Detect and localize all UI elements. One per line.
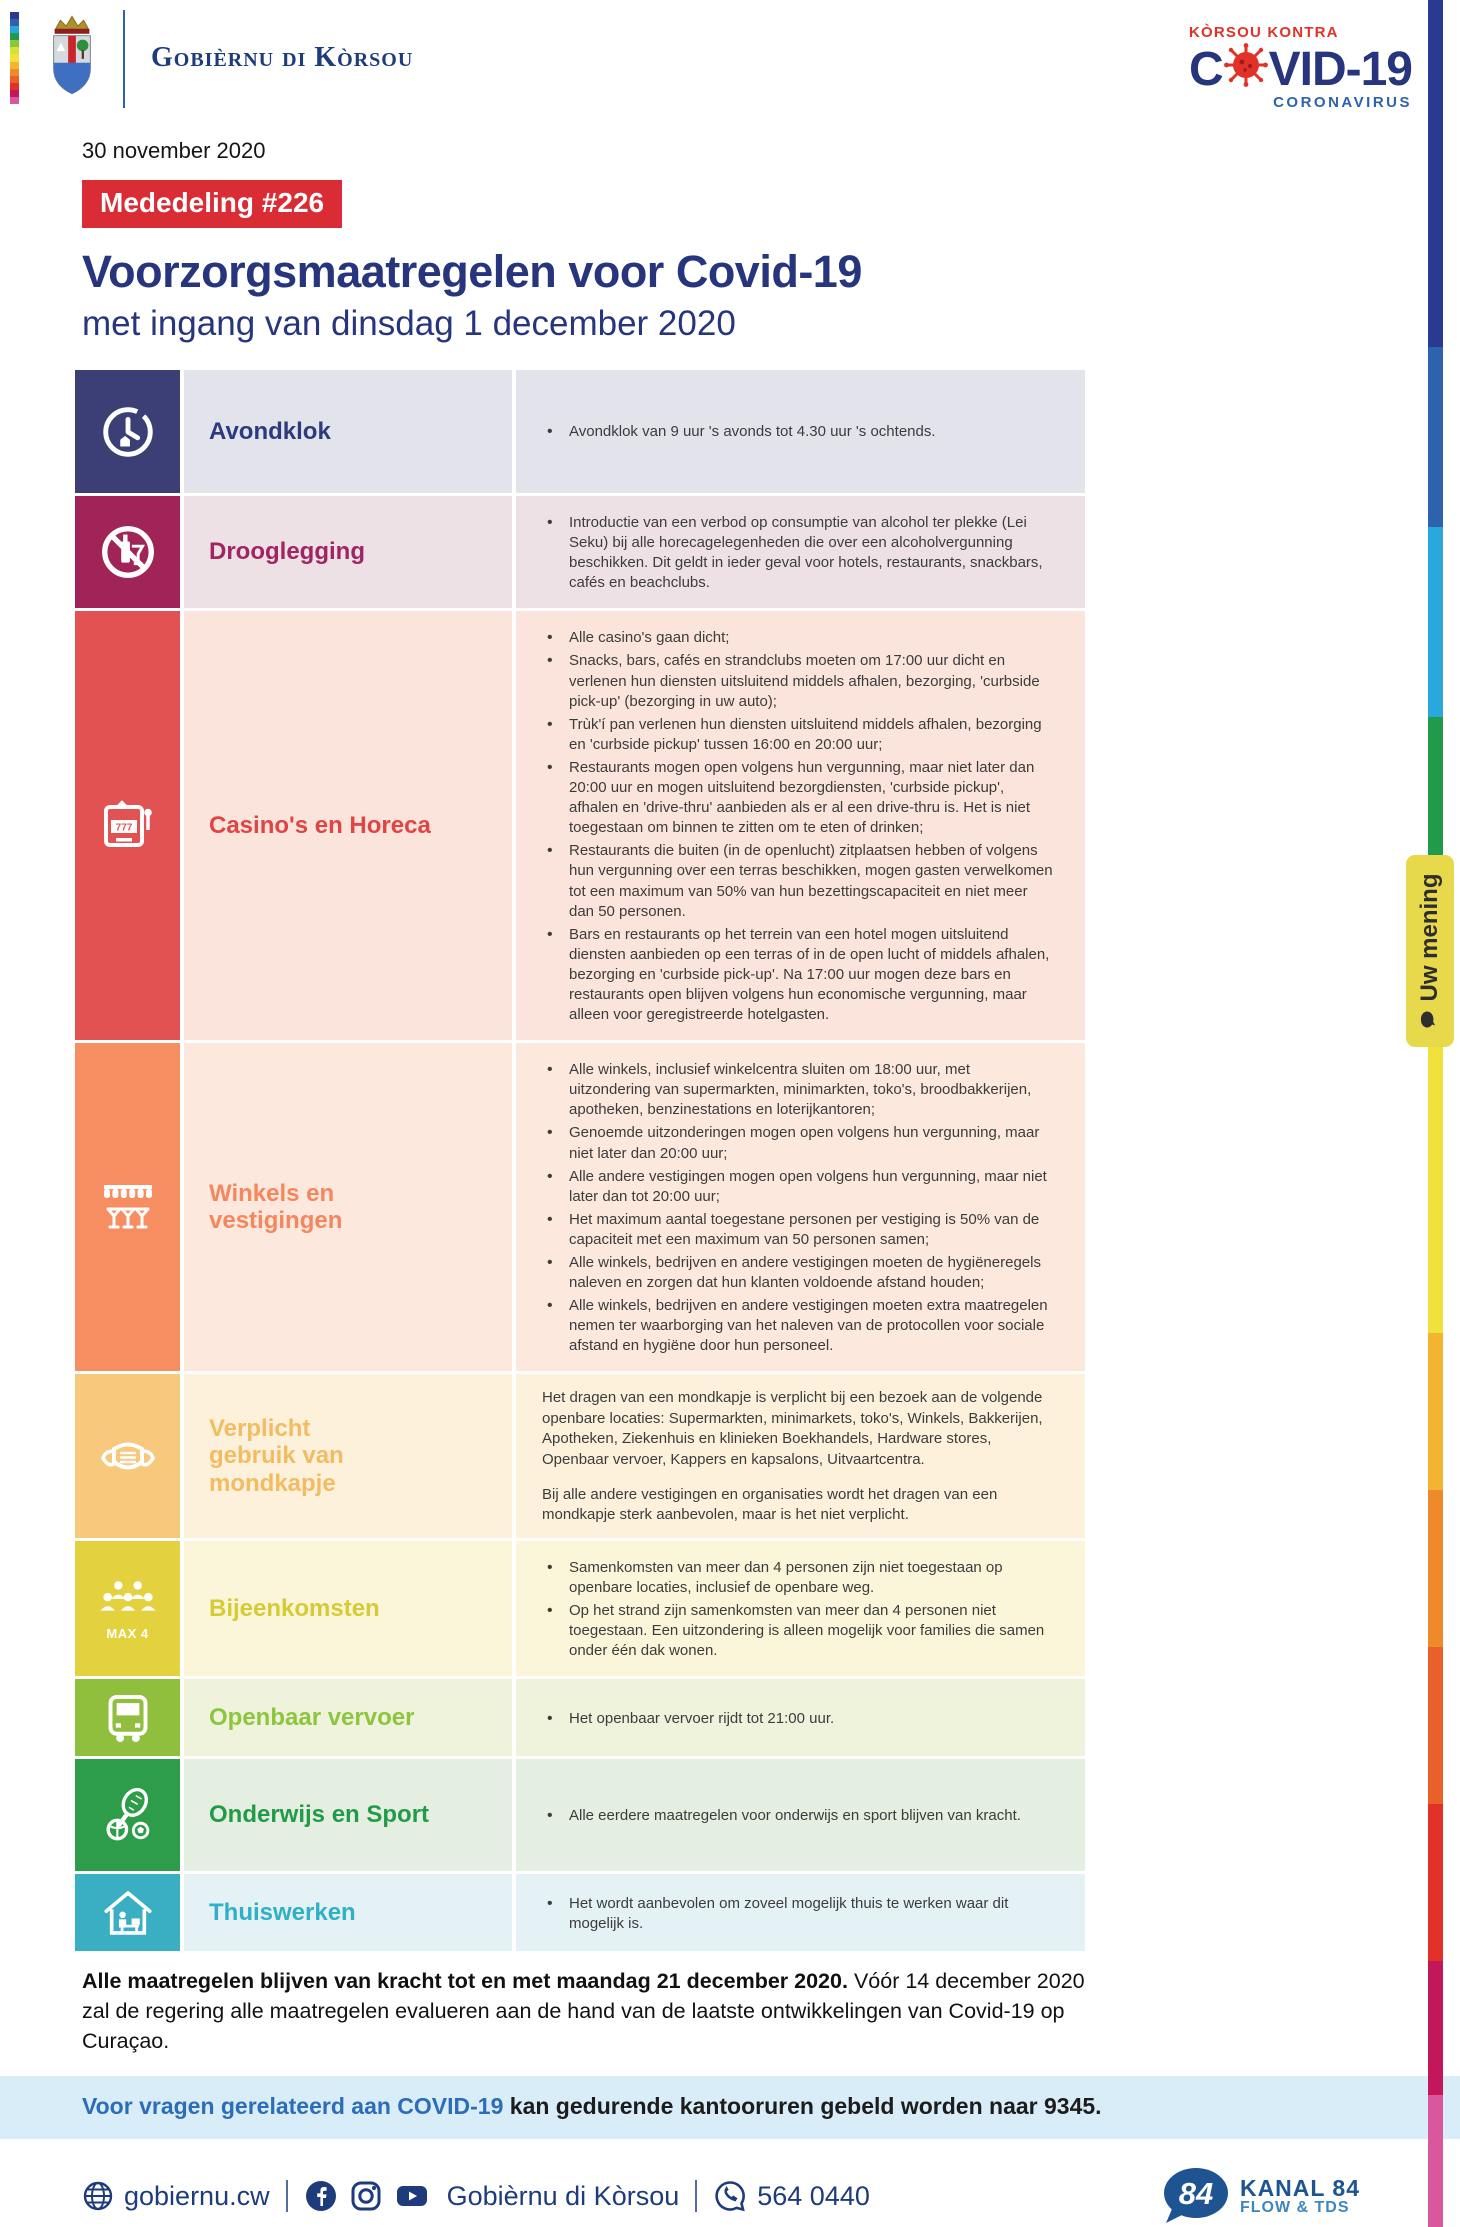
- max4-caption: MAX 4: [106, 1625, 149, 1641]
- whatsapp-icon: [713, 2179, 747, 2213]
- announcement-date: 30 november 2020: [82, 138, 266, 163]
- facebook-icon[interactable]: [304, 2179, 338, 2213]
- measure-text-item: Bij alle andere vestigingen en organisaties wordt het dragen van een mondkapje sterk aanbevolen, maar is het niet verplicht.: [542, 1486, 998, 1524]
- rainbow-segment: [1428, 1490, 1443, 1647]
- rainbow-segment: [10, 33, 19, 40]
- rainbow-segment: [10, 90, 19, 97]
- rainbow-segment: [10, 83, 19, 90]
- measure-label: Bijeenkomsten: [209, 1594, 380, 1622]
- measure-text-item: • Alle eerdere maatregelen voor onderwijs en sport blijven van kracht.: [542, 1806, 1055, 1826]
- rainbow-strip-right: [1428, 0, 1443, 2227]
- page-subtitle: met ingang van dinsdag 1 december 2020: [82, 304, 736, 343]
- measure-bullets: [542, 1057, 1055, 1359]
- measure-label: Thuiswerken: [209, 1898, 356, 1926]
- info-bar-text: kan gedurende kantooruren gebeld worden naar 9345.: [509, 2093, 1102, 2120]
- storefront-icon: [75, 1043, 180, 1371]
- footer-divider: [286, 2180, 288, 2212]
- page-header: [0, 0, 1460, 118]
- measure-row-winkels-en-vestigingen: [75, 1043, 1085, 1371]
- instagram-icon[interactable]: [349, 2179, 383, 2213]
- work-from-home-icon: [75, 1874, 180, 1951]
- feedback-tab[interactable]: [1406, 855, 1454, 1047]
- measure-row-thuiswerken: [75, 1874, 1085, 1951]
- measure-text-item: • Het openbaar vervoer rijdt tot 21:00 uur.: [542, 1709, 1055, 1729]
- rainbow-segment: [1428, 2095, 1443, 2227]
- measure-text-item: • Genoemde uitzonderingen mogen open volgens hun vergunning, maar niet later dan 20:00 uur;: [542, 1123, 1055, 1163]
- closing-paragraph: [82, 1967, 1085, 2056]
- closing-regular: Vóór 14 december 2020 zal de regering alle maatregelen evalueren aan de hand van de laatste ontwikkelingen van Covid-19 op Curaçao.: [82, 1969, 1085, 2053]
- virus-icon: [1224, 43, 1268, 96]
- measure-text-item: • Introductie van een verbod op consumptie van alcohol ter plekke (Lei Seku) bij alle horecagelegenheden die over een alcoholvergunning beschikken. Dit geldt in ieder geval voor hotels, restaurants, snackbars, cafés en beachclubs.: [542, 513, 1055, 593]
- measure-text-item: • Alle winkels, bedrijven en andere vestigingen moeten de hygiëneregels naleven en zorgen dat hun klanten voldoende afstand houden;: [542, 1253, 1055, 1293]
- header-divider: [123, 10, 125, 108]
- clock-icon: [75, 370, 180, 493]
- rainbow-segment: [1428, 1333, 1443, 1490]
- measure-bullets: [542, 625, 1055, 1028]
- page-title: Voorzorgsmaatregelen voor Covid-19: [82, 246, 862, 297]
- measure-row-onderwijs-en-sport: [75, 1759, 1085, 1871]
- feedback-tab-label: Uw mening: [1416, 873, 1443, 1002]
- rainbow-segment: [1428, 1647, 1443, 1804]
- rainbow-segment: [1428, 1961, 1443, 2095]
- measure-text-item: • Het maximum aantal toegestane personen per vestiging is 50% van de capaciteit met een maximum van 50 personen samen;: [542, 1210, 1055, 1250]
- rainbow-segment: [1428, 347, 1443, 526]
- rainbow-segment: [10, 40, 19, 47]
- bus-icon: [75, 1679, 180, 1756]
- measure-label: Drooglegging: [209, 538, 365, 566]
- kanal84-name: KANAL 84: [1239, 2174, 1360, 2201]
- rainbow-strip-left: [10, 12, 19, 104]
- measure-label: Winkels en vestigingen: [209, 1179, 343, 1235]
- info-bar-highlight: Voor vragen gerelateerd aan COVID-19: [82, 2093, 504, 2120]
- covid-logo-bottom-line: CORONAVIRUS: [1273, 94, 1412, 111]
- measure-text-item: • Trùk'í pan verlenen hun diensten uitsluitend middels afhalen, bezorging en 'curbside pickup' tussen 16:00 en 20:00 uur;: [542, 715, 1055, 755]
- globe-icon: [82, 2180, 114, 2212]
- measure-text-item: • Alle casino's gaan dicht;: [542, 628, 1055, 648]
- measure-row-drooglegging: [75, 496, 1085, 608]
- measure-text-item: • Snacks, bars, cafés en strandclubs moeten om 17:00 uur dicht en verlenen hun diensten uitsluitend middels afhalen, bezorging, 'curbside pick-up' (bezorging in uw auto);: [542, 651, 1055, 711]
- measure-text-item: • Op het strand zijn samenkomsten van meer dan 4 personen niet toegestaan. Een uitzondering is alleen mogelijk voor families die samen onder één dak wonen.: [542, 1601, 1055, 1661]
- measure-paragraphs: [542, 1388, 1055, 1525]
- covid-logo-wordmark: C VID-19: [1188, 42, 1412, 96]
- rainbow-segment: [10, 26, 19, 33]
- measure-text-item: • Avondklok van 9 uur 's avonds tot 4.30 uur 's ochtends.: [542, 422, 1055, 442]
- no-alcohol-icon: [75, 496, 180, 608]
- rainbow-segment: [1428, 0, 1443, 347]
- measure-label: Avondklok: [209, 417, 331, 445]
- covid19-campaign-logo: [1189, 24, 1412, 111]
- measure-text-item: • Alle andere vestigingen mogen open volgens hun vergunning, maar niet later dan tot 20:00 uur;: [542, 1167, 1055, 1207]
- measure-label: Casino's en Horeca: [209, 811, 431, 839]
- svg-text:84: 84: [1178, 2176, 1214, 2212]
- announcement-badge: Mededeling #226: [82, 180, 342, 228]
- measure-text-item: • Bars en restaurants op het terrein van een hotel mogen uitsluitend diensten aanbieden op een terras of in de open lucht of middels afhalen, bezorging en 'curbside pick-up'. Na 17:00 uur mogen deze bars en restaurants open blijven volgens hun economische vergunning, maar alleen voor geregistreerde hotelgasten.: [542, 925, 1055, 1025]
- measure-text-item: • Restaurants die buiten (in de openlucht) zitplaatsen hebben of volgens hun vergunning over een terras beschikken, mogen gasten verwelkomen tot een maximum van 50% van hun bezettingscapaciteit en niet meer dan 50 personen.: [542, 841, 1055, 921]
- rainbow-segment: [10, 76, 19, 83]
- kanal84-bubble-icon: [1158, 2165, 1230, 2227]
- rainbow-segment: [10, 12, 19, 19]
- social-account-name: Gobièrnu di Kòrsou: [446, 2180, 680, 2211]
- measure-text-item: • Alle winkels, bedrijven en andere vestigingen moeten extra maatregelen nemen ter waarborging van het naleven van de protocollen voor sociale afstand en hygiëne door hun personeel.: [542, 1296, 1055, 1356]
- face-mask-icon: [75, 1374, 180, 1537]
- measure-row-bijeenkomsten: [75, 1541, 1085, 1676]
- rainbow-segment: [1428, 1804, 1443, 1961]
- measures-table: [75, 370, 1085, 1951]
- measure-bullets: [542, 510, 1055, 596]
- measure-row-casinos-en-horeca: [75, 611, 1085, 1040]
- youtube-icon[interactable]: [394, 2179, 430, 2213]
- measure-bullets: [542, 1803, 1055, 1829]
- covid-logo-top-line: KÒRSOU KONTRA: [1188, 24, 1339, 41]
- website-link[interactable]: gobiernu.cw: [124, 2180, 270, 2211]
- measure-text-item: • Het wordt aanbevolen om zoveel mogelijk thuis te werken waar dit mogelijk is.: [542, 1894, 1055, 1934]
- speech-bubble-icon: [1420, 1011, 1441, 1029]
- group-people-icon: [75, 1541, 180, 1676]
- phone-info-bar: [0, 2076, 1460, 2139]
- government-name: Gobièrnu di Kòrsou: [151, 42, 414, 73]
- curacao-coat-of-arms: [43, 10, 101, 107]
- rainbow-segment: [10, 47, 19, 54]
- rainbow-segment: [10, 69, 19, 76]
- sports-icon: [75, 1759, 180, 1871]
- page-footer: [82, 2165, 1390, 2227]
- measure-bullets: [542, 1555, 1055, 1664]
- footer-divider: [695, 2180, 697, 2212]
- measure-label: Openbaar vervoer: [209, 1703, 415, 1731]
- measure-text-item: • Alle winkels, inclusief winkelcentra sluiten om 18:00 uur, met uitzondering van supermarkten, minimarkten, toko's, broodbakkerijen, apotheken, benzinestations en loterijkantoren;: [542, 1060, 1055, 1120]
- kanal84-logo: [1158, 2165, 1390, 2227]
- closing-bold: Alle maatregelen blijven van kracht tot en met maandag 21 december 2020.: [82, 1969, 848, 1994]
- kanal84-tagline: FLOW & TDS: [1239, 2198, 1350, 2216]
- rainbow-segment: [1428, 527, 1443, 717]
- measure-row-openbaar-vervoer: [75, 1679, 1085, 1756]
- rainbow-segment: [10, 54, 19, 61]
- rainbow-segment: [10, 62, 19, 69]
- measure-label: Onderwijs en Sport: [209, 1801, 430, 1829]
- slot-machine-icon: [75, 611, 180, 1040]
- measure-text-item: Het dragen van een mondkapje is verplicht bij een bezoek aan de volgende openbare locaties: Supermarkten, minimarkets, toko's, Winkels, Bakkerijen, Apotheken, Ziekenhuis en klinieken Boekhandels, Hardware stores, Openbaar vervoer, Kappers en kapsalons, Uitvaartcentra.: [542, 1389, 1043, 1468]
- rainbow-segment: [10, 97, 19, 104]
- measure-text-item: • Restaurants mogen open volgens hun vergunning, maar niet later dan 20:00 uur en mogen uitsluitend bezorgdiensten, 'curbside pickup', afhalen en 'drive-thru' aanbieden als er al een drive-thru is. Het is niet toegestaan om binnen te zitten om te eten of drinken;: [542, 758, 1055, 838]
- measure-row-mondkapje: [75, 1374, 1085, 1537]
- measure-bullets: [542, 419, 1055, 445]
- measure-label: Verplicht gebruik van mondkapje: [209, 1414, 344, 1497]
- measure-row-avondklok: [75, 370, 1085, 493]
- measure-text-item: • Samenkomsten van meer dan 4 personen zijn niet toegestaan op openbare locaties, inclusief de openbare weg.: [542, 1558, 1055, 1598]
- rainbow-segment: [10, 19, 19, 26]
- svg-text:777: 777: [115, 822, 132, 834]
- phone-number[interactable]: 564 0440: [757, 2180, 870, 2211]
- measure-bullets: [542, 1706, 1055, 1732]
- measure-bullets: [542, 1891, 1055, 1937]
